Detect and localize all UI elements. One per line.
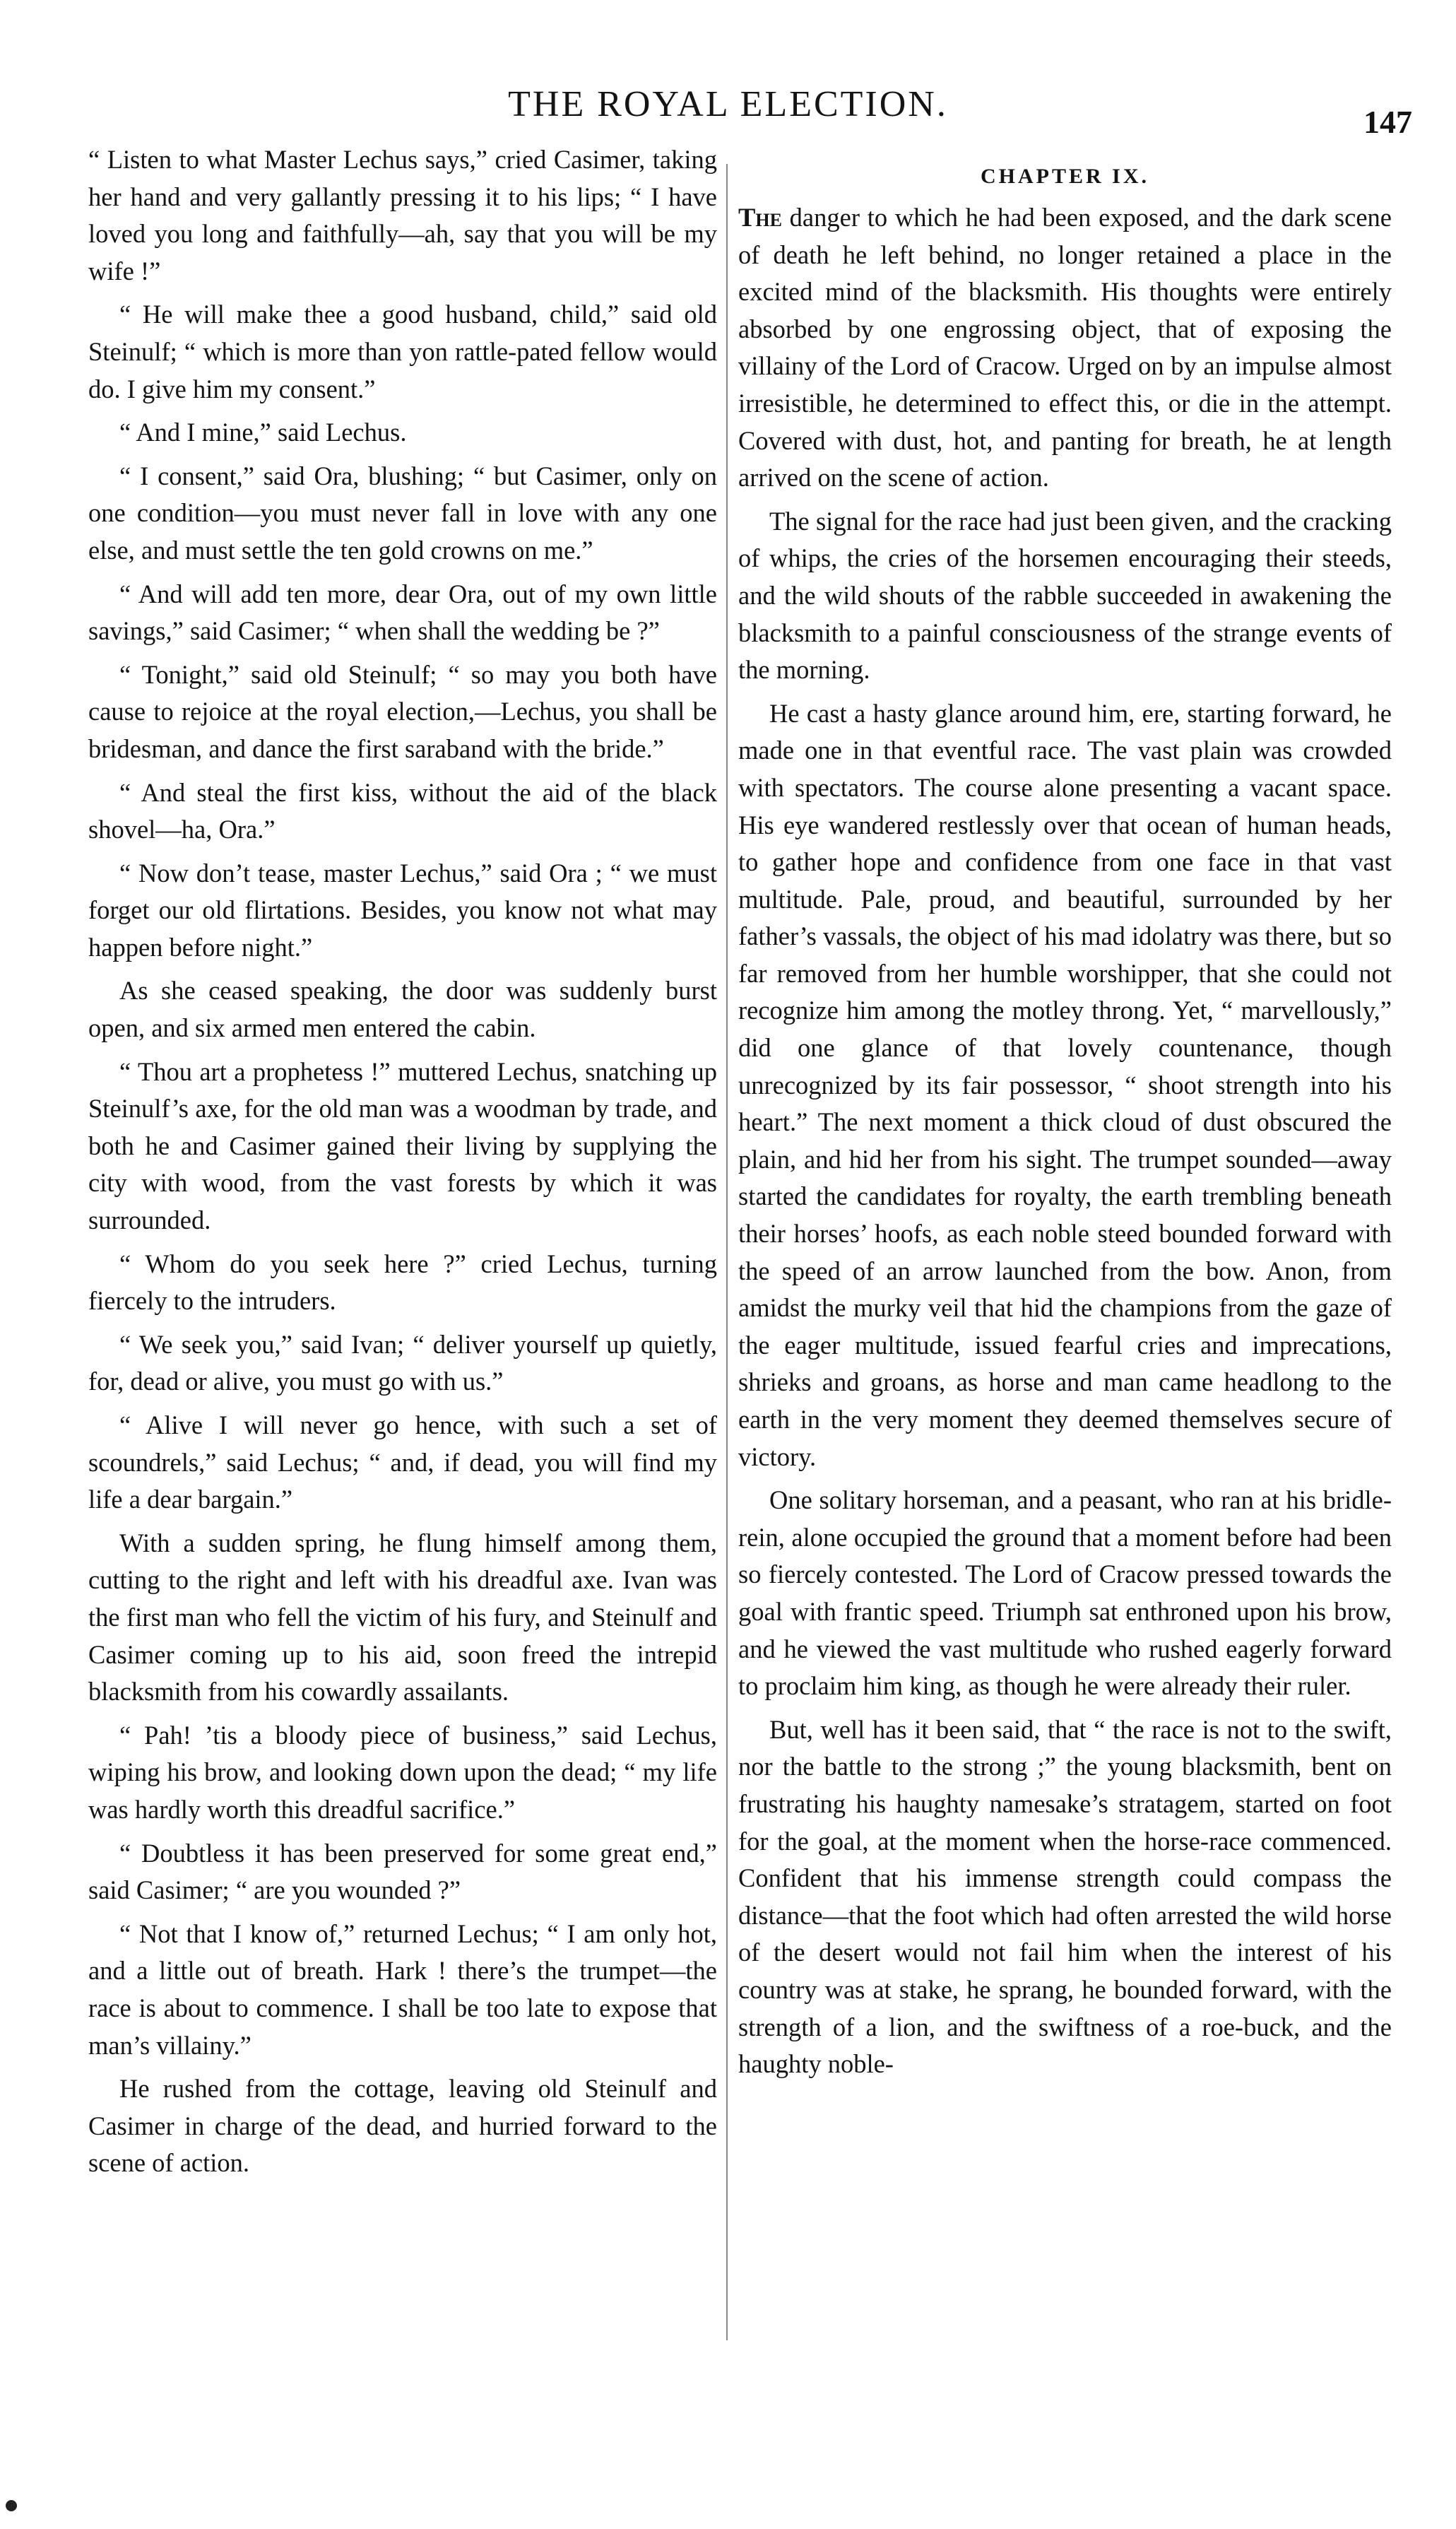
page-number: 147 [1363,104,1412,140]
chapter-opening-paragraph [738,199,1392,497]
paragraph: “ I consent,” said Ora, blushing; “ but Casimer, only on one condition—you must never fall in love with any one else, and must settle the ten gold crowns on me.” [88,461,717,565]
scan-mark [6,2500,17,2511]
paragraph: “ Whom do you seek here ?” cried Lechus, turning fiercely to the intruders. [88,1249,717,1316]
paragraph: “ Listen to what Master Lechus says,” cried Casimer, taking her hand and very gallantly pressing it to his lips; “ I have loved you long and faithfully—ah, say that you will be my wife !” [88,145,717,285]
page-header [0,83,1456,140]
paragraph: As she ceased speaking, the door was suddenly burst open, and six armed men entered the cabin. [88,976,717,1043]
chapter-heading: CHAPTER IX. [980,165,1149,188]
running-title: THE ROYAL ELECTION. [508,84,948,124]
paragraph: One solitary horseman, and a peasant, who ran at his bridle-rein, alone occupied the ground that a moment before had been so fiercely contested. The Lord of Cracow pressed towards the goal with frantic speed. Triumph sat enthroned upon his brow, and he viewed the vast multitude who rushed eagerly forward to proclaim him king, as though he were already their ruler. [738,1485,1392,1701]
paragraph: But, well has it been said, that “ the race is not to the swift, nor the battle to the strong ;” the young blacksmith, bent on frustrating his haughty namesake’s stratagem, started on foot for the goal, at the moment when the horse-race commenced. Confident that his immense strength could compass the distance—that the foot which had often arrested the wild horse of the desert would not fail him when the interest of his country was at stake, he sprang, he bounded forward, with the strength of a lion, and the swiftness of a roe-buck, and the haughty noble- [738,1714,1392,2079]
paragraph: “ And will add ten more, dear Ora, out of my own little savings,” said Casimer; “ when shall the wedding be ?” [88,579,717,646]
paragraph: “ Thou art a prophetess !” muttered Lechus, snatching up Steinulf’s axe, for the old man was a woodman by trade, and both he and Casimer gained their living by supplying the city with wood, from the vast forests by which it was surrounded. [88,1056,717,1235]
drop-word: The [738,203,782,232]
paragraph: “ He will make thee a good husband, child,” said old Steinulf; “ which is more than yon rattle-pated fellow would do. I give him my consent.” [88,300,717,403]
paragraph: “ Now don’t tease, master Lechus,” said Ora ; “ we must forget our old flirtations. Besides, you know not what may happen before night.” [88,858,717,962]
paragraph: “ Doubtless it has been preserved for some great end,” said Casimer; “ are you wounded ?” [88,1838,717,1905]
paragraph: “ Not that I know of,” returned Lechus; “ I am only hot, and a little out of breath. Hark ! there’s the trumpet—the race is about to commence. I shall be too late to expose that man’s villainy.” [88,1918,717,2060]
right-column [738,163,1392,2089]
paragraph: “ Pah! ’tis a bloody piece of business,” said Lechus, wiping his brow, and looking down upon the dead; “ my life was hardly worth this dreadful sacrifice.” [88,1720,717,1824]
paragraph: With a sudden spring, he flung himself among them, cutting to the right and left with his dreadful axe. Ivan was the first man who fell the victim of his fury, and Steinulf and Casimer coming up to his aid, soon freed the intrepid blacksmith from his cowardly assailants. [88,1528,717,1706]
paragraph: “ And steal the first kiss, without the aid of the black shovel—ha, Ora.” [88,777,717,844]
paragraph: “ We seek you,” said Ivan; “ deliver yourself up quietly, for, dead or alive, you must go with us.” [88,1329,717,1396]
paragraph: The signal for the race had just been given, and the cracking of whips, the cries of the horsemen encouraging their steeds, and the wild shouts of the rabble succeeded in awakening the blacksmith to a painful consciousness of the strange events of the morning. [738,506,1392,685]
paragraph: He rushed from the cottage, leaving old Steinulf and Casimer in charge of the dead, and hurried forward to the scene of action. [88,2074,717,2178]
paragraph-text: danger to which he had been exposed, and the dark scene of death he left behind, no longer retained a place in the excited mind of the blacksmith. His thoughts were entirely absorbed by one engrossing object, that of exposing the villainy of the Lord of Cracow. Urged on by an impulse almost irresistible, he determined to effect this, or die in the attempt. Covered with dust, hot, and panting for breath, he at length arrived on the scene of action. [738,203,1392,493]
paragraph: “ Alive I will never go hence, with such a set of scoundrels,” said Lechus; “ and, if dead, you will find my life a dear bargain.” [88,1410,717,1514]
left-column [88,141,717,2188]
paragraph: He cast a hasty glance around him, ere, starting forward, he made one in that eventful race. The vast plain was crowded with spectators. The course alone presenting a vacant space. His eye wandered restlessly over that ocean of human heads, to gather hope and confidence from one face in that vast multitude. Pale, proud, and beautiful, surrounded by her father’s vassals, the object of his mad idolatry was there, but so far removed from her humble worshipper, that she could not recognize him among the motley throng. Yet, “ marvellously,” did one glance of that lovely countenance, though unrecognized by its fair possessor, “ shoot strength into his heart.” The next moment a thick cloud of dust obscured the plain, and hid her from his sight. The trumpet sounded—away started the candidates for royalty, the earth trembling beneath their horses’ hoofs, as each noble steed bounded forward with the speed of an arrow launched from the bow. Anon, from amidst the murky veil that hid the champions from the gaze of the eager multitude, issued fearful cries and imprecations, shrieks and groans, as horse and man came headlong to the earth in the very moment they deemed themselves secure of victory. [738,698,1392,1471]
column-divider [726,164,728,2340]
paragraph: “ Tonight,” said old Steinulf; “ so may you both have cause to rejoice at the royal election,—Lechus, you shall be bridesman, and dance the first saraband with the bride.” [88,659,717,763]
paragraph: “ And I mine,” said Lechus. [119,418,407,447]
